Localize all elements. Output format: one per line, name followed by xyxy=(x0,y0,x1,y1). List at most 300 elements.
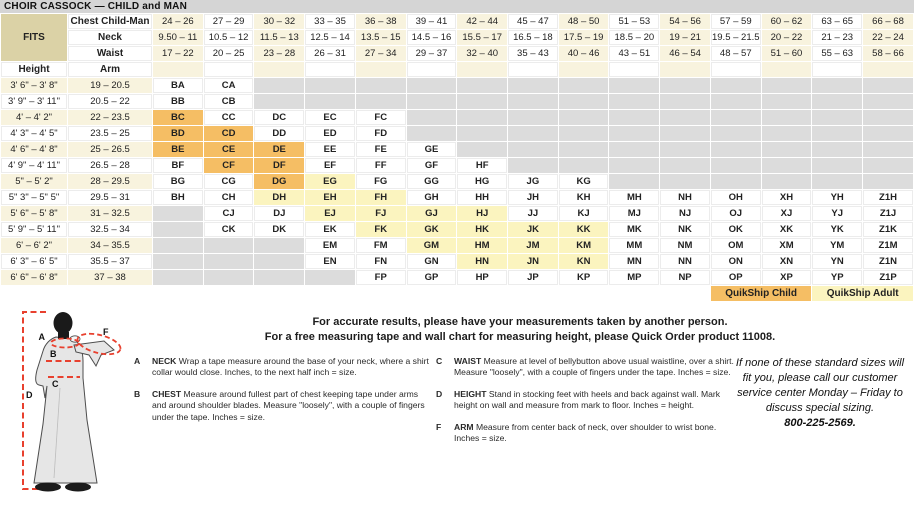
size-cell-empty xyxy=(812,94,862,109)
instruction-item xyxy=(134,356,434,379)
instruction-term: NECK xyxy=(152,356,179,366)
fit-range-cell: 54 – 56 xyxy=(660,14,710,29)
instructions-column-1 xyxy=(134,356,434,433)
spacer-cell xyxy=(660,62,710,77)
size-cell-empty xyxy=(508,110,558,125)
fit-range-cell: 27 – 29 xyxy=(204,14,254,29)
special-sizing-text: If none of these standard sizes will fit you, please call our customer service center Monday – Friday to discuss special sizing. xyxy=(735,357,905,414)
size-cell: DK xyxy=(254,222,304,237)
fit-range-cell: 20 – 25 xyxy=(204,46,254,61)
instruction-term: ARM xyxy=(454,421,476,432)
size-cell-empty xyxy=(407,94,457,109)
size-cell: MN xyxy=(609,254,659,269)
size-cell-empty xyxy=(863,158,913,173)
spacer-cell xyxy=(356,286,406,301)
fit-range-cell: 17.5 – 19 xyxy=(559,30,609,45)
size-cell-empty xyxy=(762,126,812,141)
fit-range-cell: 48 – 50 xyxy=(559,14,609,29)
size-cell: CE xyxy=(204,142,254,157)
size-cell: CH xyxy=(204,190,254,205)
fit-range-cell: 29 – 37 xyxy=(407,46,457,61)
size-cell: Z1H xyxy=(863,190,913,205)
height-range: 6' 3" – 6' 5" xyxy=(1,254,67,269)
fit-range-cell: 43 – 51 xyxy=(609,46,659,61)
size-cell: XJ xyxy=(762,206,812,221)
size-cell-empty xyxy=(863,126,913,141)
fits-label: FITS xyxy=(1,14,67,61)
spacer-cell xyxy=(508,62,558,77)
size-cell-empty xyxy=(204,270,254,285)
size-cell-empty xyxy=(711,126,761,141)
size-cell-empty xyxy=(204,238,254,253)
arm-range: 20.5 – 22 xyxy=(68,94,152,109)
fit-range-cell: 17 – 22 xyxy=(153,46,203,61)
figure-label-neck: A xyxy=(38,332,45,342)
size-cell: CC xyxy=(204,110,254,125)
size-cell: GM xyxy=(407,238,457,253)
instruction-letter: D xyxy=(436,388,443,399)
size-cell: BA xyxy=(153,78,203,93)
size-cell: HK xyxy=(457,222,507,237)
size-cell-empty xyxy=(711,174,761,189)
size-cell: DG xyxy=(254,174,304,189)
size-cell-empty xyxy=(254,238,304,253)
size-cell: HN xyxy=(457,254,507,269)
special-sizing-note xyxy=(732,356,908,431)
size-cell: KJ xyxy=(559,206,609,221)
spacer-cell xyxy=(356,62,406,77)
size-cell: FM xyxy=(356,238,406,253)
spacer-cell xyxy=(407,286,457,301)
size-cell-empty xyxy=(660,142,710,157)
size-cell-empty xyxy=(863,110,913,125)
size-cell-empty xyxy=(559,78,609,93)
size-cell: GG xyxy=(407,174,457,189)
fit-range-cell: 27 – 34 xyxy=(356,46,406,61)
fit-range-cell: 45 – 47 xyxy=(508,14,558,29)
size-cell-empty xyxy=(660,174,710,189)
fit-range-cell: 11.5 – 13 xyxy=(254,30,304,45)
size-cell: KP xyxy=(559,270,609,285)
fit-range-cell: 35 – 43 xyxy=(508,46,558,61)
figure-label-chest: B xyxy=(50,349,57,359)
size-cell-empty xyxy=(660,94,710,109)
size-cell-empty xyxy=(762,142,812,157)
size-cell: DD xyxy=(254,126,304,141)
size-cell-empty xyxy=(407,110,457,125)
size-cell: EC xyxy=(305,110,355,125)
fit-range-cell: 51 – 53 xyxy=(609,14,659,29)
size-cell: FP xyxy=(356,270,406,285)
size-cell: KG xyxy=(559,174,609,189)
customer-service-phone: 800-225-2569. xyxy=(784,417,856,429)
arm-range: 25 – 26.5 xyxy=(68,142,152,157)
height-range: 5" 3" – 5" 5" xyxy=(1,190,67,205)
size-cell: GH xyxy=(407,190,457,205)
height-range: 3' 9" – 3' 11" xyxy=(1,94,67,109)
size-cell: EG xyxy=(305,174,355,189)
size-cell: BG xyxy=(153,174,203,189)
instruction-text: ARM Measure from center back of neck, over shoulder to wrist bone. Inches = size. xyxy=(454,421,717,444)
spacer-cell xyxy=(559,286,609,301)
size-cell-empty xyxy=(254,254,304,269)
spacer-cell xyxy=(305,286,355,301)
spacer-cell xyxy=(711,62,761,77)
fit-range-cell: 19.5 – 21.5 xyxy=(711,32,760,43)
size-cell-empty xyxy=(711,78,761,93)
size-cell: JG xyxy=(508,174,558,189)
fit-range-cell: 36 – 38 xyxy=(356,14,406,29)
size-cell: KN xyxy=(559,254,609,269)
arm-range: 22 – 23.5 xyxy=(68,110,152,125)
size-cell-empty xyxy=(508,142,558,157)
arm-range: 19 – 20.5 xyxy=(68,78,152,93)
arm-range: 23.5 – 25 xyxy=(68,126,152,141)
fit-range-cell: 24 – 26 xyxy=(153,14,203,29)
spacer-cell xyxy=(407,62,457,77)
size-cell: OH xyxy=(711,190,761,205)
size-cell-empty xyxy=(863,174,913,189)
fit-range-cell: 33 – 35 xyxy=(305,14,355,29)
measurement-notes xyxy=(140,315,900,345)
size-cell-empty xyxy=(762,174,812,189)
size-cell-empty xyxy=(609,78,659,93)
height-column-label: Height xyxy=(1,62,67,77)
fit-range-cell: 26 – 31 xyxy=(305,46,355,61)
size-cell: NJ xyxy=(660,206,710,221)
size-cell: NM xyxy=(660,238,710,253)
size-cell-empty xyxy=(559,110,609,125)
size-cell: MM xyxy=(609,238,659,253)
size-cell: FG xyxy=(356,174,406,189)
fit-range-cell: 23 – 28 xyxy=(254,46,304,61)
size-cell-empty xyxy=(711,158,761,173)
size-cell: HG xyxy=(457,174,507,189)
instruction-item xyxy=(436,422,736,445)
size-cell-empty xyxy=(305,78,355,93)
height-range: 5' 6" – 5' 8" xyxy=(1,206,67,221)
figure-label-waist: C xyxy=(52,379,59,389)
arm-range: 28 – 29.5 xyxy=(68,174,152,189)
size-cell-empty xyxy=(508,78,558,93)
size-cell-empty xyxy=(204,254,254,269)
size-cell-empty xyxy=(508,158,558,173)
size-cell-empty xyxy=(812,126,862,141)
size-cell-empty xyxy=(609,126,659,141)
size-cell: EK xyxy=(305,222,355,237)
size-cell-empty xyxy=(711,94,761,109)
spacer-cell xyxy=(305,62,355,77)
instruction-text: CHEST Measure around fullest part of chest keeping tape under arms and around shoulder blades. Measure "loosely", with a couple of fingers under the tape. Inches = size. xyxy=(152,388,425,422)
height-range: 4' – 4' 2" xyxy=(1,110,67,125)
size-cell: DC xyxy=(254,110,304,125)
size-cell-empty xyxy=(508,126,558,141)
size-cell-empty xyxy=(609,158,659,173)
size-cell-empty xyxy=(660,126,710,141)
size-cell: KH xyxy=(559,190,609,205)
right-shoe xyxy=(65,483,91,492)
instruction-letter: A xyxy=(134,356,141,366)
size-cell-empty xyxy=(863,142,913,157)
size-cell-empty xyxy=(356,78,406,93)
size-cell-empty xyxy=(812,158,862,173)
size-cell: Z1P xyxy=(863,270,913,285)
instruction-item xyxy=(134,389,434,423)
size-cell: Z1M xyxy=(863,238,913,253)
size-cell: FH xyxy=(356,190,406,205)
size-cell: OM xyxy=(711,238,761,253)
size-cell: HF xyxy=(457,158,507,173)
height-range: 3' 6" – 3' 8" xyxy=(1,78,67,93)
arm-column-label: Arm xyxy=(68,62,152,77)
size-cell: NN xyxy=(660,254,710,269)
size-cell: HM xyxy=(457,238,507,253)
size-cell-empty xyxy=(660,110,710,125)
size-cell-empty xyxy=(153,206,203,221)
figure-label-arm: F xyxy=(103,327,109,337)
arm-range: 34 – 35.5 xyxy=(68,238,152,253)
instruction-text: HEIGHT Stand in stocking feet with heels and back against wall. Mark height on wall and measure from mark to floor. Inches = height. xyxy=(454,388,721,411)
size-cell: EF xyxy=(305,158,355,173)
fit-range-cell: 58 – 66 xyxy=(863,46,913,61)
fit-range-cell: 51 – 60 xyxy=(762,46,812,61)
size-cell: BB xyxy=(153,94,203,109)
size-cell-empty xyxy=(660,78,710,93)
spacer-cell xyxy=(762,62,812,77)
arm-range: 35.5 – 37 xyxy=(68,254,152,269)
size-cell-empty xyxy=(711,110,761,125)
size-cell: CJ xyxy=(204,206,254,221)
size-cell: KM xyxy=(559,238,609,253)
size-cell: JP xyxy=(508,270,558,285)
size-cell: Z1N xyxy=(863,254,913,269)
size-cell-empty xyxy=(762,78,812,93)
size-cell: DJ xyxy=(254,206,304,221)
spacer-cell xyxy=(153,62,203,77)
size-cell: CD xyxy=(204,126,254,141)
size-cell-empty xyxy=(863,78,913,93)
size-cell: XK xyxy=(762,222,812,237)
size-cell: GN xyxy=(407,254,457,269)
size-cell: FD xyxy=(356,126,406,141)
size-cell-empty xyxy=(254,78,304,93)
size-cell: BD xyxy=(153,126,203,141)
size-cell-empty xyxy=(559,158,609,173)
spacer-cell xyxy=(609,286,659,301)
size-cell: EH xyxy=(305,190,355,205)
size-cell: CF xyxy=(204,158,254,173)
fit-range-cell: 19 – 21 xyxy=(660,30,710,45)
size-cell-empty xyxy=(153,222,203,237)
size-cell: YJ xyxy=(812,206,862,221)
arm-range: 32.5 – 34 xyxy=(68,222,152,237)
size-cell: ON xyxy=(711,254,761,269)
fit-range-cell: 13.5 – 15 xyxy=(356,30,406,45)
size-cell: FF xyxy=(356,158,406,173)
size-cell-empty xyxy=(711,142,761,157)
size-cell: GK xyxy=(407,222,457,237)
size-cell-empty xyxy=(457,126,507,141)
size-cell: MP xyxy=(609,270,659,285)
size-cell: HP xyxy=(457,270,507,285)
size-chart-table xyxy=(0,13,914,302)
size-cell: CB xyxy=(204,94,254,109)
height-range: 4' 6" – 4' 8" xyxy=(1,142,67,157)
size-cell: HH xyxy=(457,190,507,205)
size-cell-empty xyxy=(559,94,609,109)
page-title: CHOIR CASSOCK — CHILD and MAN xyxy=(0,0,914,13)
size-cell: BC xyxy=(153,110,203,125)
size-cell: DH xyxy=(254,190,304,205)
quikship-adult-legend: QuikShip Adult xyxy=(812,286,913,301)
size-cell-empty xyxy=(609,94,659,109)
size-cell: GJ xyxy=(407,206,457,221)
size-cell-empty xyxy=(609,174,659,189)
size-cell: FC xyxy=(356,110,406,125)
size-cell: EM xyxy=(305,238,355,253)
size-cell: JH xyxy=(508,190,558,205)
size-cell-empty xyxy=(305,94,355,109)
size-cell-empty xyxy=(254,270,304,285)
spacer-cell xyxy=(204,286,254,301)
size-cell-empty xyxy=(305,270,355,285)
spacer-cell xyxy=(559,62,609,77)
arm-range: 29.5 – 31 xyxy=(68,190,152,205)
size-cell: FJ xyxy=(356,206,406,221)
height-range: 6' 6" – 6' 8" xyxy=(1,270,67,285)
fit-range-cell: 18.5 – 20 xyxy=(609,30,659,45)
size-cell: MH xyxy=(609,190,659,205)
size-cell: OP xyxy=(711,270,761,285)
fit-range-cell: 20 – 22 xyxy=(762,30,812,45)
size-cell: XP xyxy=(762,270,812,285)
measurement-figure xyxy=(2,306,136,506)
size-cell: JM xyxy=(508,238,558,253)
size-cell: EE xyxy=(305,142,355,157)
spacer-cell xyxy=(609,62,659,77)
fit-range-cell: 63 – 65 xyxy=(812,14,862,29)
left-shoe xyxy=(35,483,61,492)
fit-range-cell: 14.5 – 16 xyxy=(407,30,457,45)
instruction-item xyxy=(436,389,736,412)
instructions-column-2 xyxy=(436,356,736,454)
fit-range-cell: 55 – 63 xyxy=(812,46,862,61)
size-cell-empty xyxy=(153,270,203,285)
size-cell-empty xyxy=(356,94,406,109)
size-cell-empty xyxy=(457,94,507,109)
height-range: 4' 3" – 4' 5" xyxy=(1,126,67,141)
instruction-letter: C xyxy=(436,356,443,366)
size-cell: OJ xyxy=(711,206,761,221)
instruction-term: CHEST xyxy=(152,388,184,399)
fit-range-cell: 10.5 – 12 xyxy=(204,30,254,45)
size-cell: DF xyxy=(254,158,304,173)
fit-range-cell: 12.5 – 14 xyxy=(305,30,355,45)
size-cell: NH xyxy=(660,190,710,205)
size-cell-empty xyxy=(407,78,457,93)
fit-range-cell: 57 – 59 xyxy=(711,14,761,29)
spacer-cell xyxy=(508,286,558,301)
size-cell: MK xyxy=(609,222,659,237)
fit-range-cell: 60 – 62 xyxy=(762,14,812,29)
fit-range-cell: 15.5 – 17 xyxy=(457,30,507,45)
size-cell: CG xyxy=(204,174,254,189)
fit-range-cell: 48 – 57 xyxy=(711,46,761,61)
instruction-letter: F xyxy=(436,421,442,432)
arm-range: 31 – 32.5 xyxy=(68,206,152,221)
size-cell: JJ xyxy=(508,206,558,221)
size-cell-empty xyxy=(609,142,659,157)
size-cell-empty xyxy=(762,110,812,125)
size-cell: ED xyxy=(305,126,355,141)
size-cell-empty xyxy=(812,174,862,189)
size-cell: FN xyxy=(356,254,406,269)
size-cell: MJ xyxy=(609,206,659,221)
height-range: 5' 9" – 5' 11" xyxy=(1,222,67,237)
size-cell: NP xyxy=(660,270,710,285)
spacer-cell xyxy=(660,286,710,301)
size-cell: XM xyxy=(762,238,812,253)
size-cell: Z1K xyxy=(863,222,913,237)
cassock-body xyxy=(34,337,97,483)
spacer-cell xyxy=(457,286,507,301)
size-cell: YK xyxy=(812,222,862,237)
size-cell: DE xyxy=(254,142,304,157)
instruction-text: NECK Wrap a tape measure around the base of your neck, where a shirt collar would close. Inches, to the next half inch = size. xyxy=(152,356,429,378)
spacer-cell xyxy=(457,62,507,77)
fit-range-cell: 66 – 68 xyxy=(863,14,913,29)
size-cell: XN xyxy=(762,254,812,269)
size-cell-empty xyxy=(559,142,609,157)
arm-range: 37 – 38 xyxy=(68,270,152,285)
size-cell-empty xyxy=(812,142,862,157)
fit-range-cell: 40 – 46 xyxy=(559,46,609,61)
size-cell: Z1J xyxy=(863,206,913,221)
fit-row-label: Chest Child-Man xyxy=(68,14,152,29)
size-cell: KK xyxy=(559,222,609,237)
height-range: 4' 9" – 4' 11" xyxy=(1,158,67,173)
size-cell: FE xyxy=(356,142,406,157)
height-range: 5" – 5' 2" xyxy=(1,174,67,189)
fit-range-cell: 32 – 40 xyxy=(457,46,507,61)
fit-range-cell: 21 – 23 xyxy=(812,30,862,45)
size-cell-empty xyxy=(457,78,507,93)
fit-range-cell: 22 – 24 xyxy=(863,30,913,45)
size-cell: YM xyxy=(812,238,862,253)
size-cell-empty xyxy=(559,126,609,141)
size-cell: FK xyxy=(356,222,406,237)
instruction-term: HEIGHT xyxy=(454,388,489,399)
size-cell-empty xyxy=(407,126,457,141)
fit-range-cell: 16.5 – 18 xyxy=(508,30,558,45)
fit-row-label: Neck xyxy=(68,30,152,45)
size-cell-empty xyxy=(457,110,507,125)
spacer-cell xyxy=(254,286,304,301)
size-cell-empty xyxy=(762,94,812,109)
size-cell: YP xyxy=(812,270,862,285)
size-cell-empty xyxy=(863,94,913,109)
spacer-cell xyxy=(153,286,203,301)
size-cell-empty xyxy=(153,238,203,253)
spacer-cell xyxy=(1,286,152,301)
size-cell: OK xyxy=(711,222,761,237)
size-cell: EJ xyxy=(305,206,355,221)
size-cell-empty xyxy=(508,94,558,109)
size-cell-empty xyxy=(457,142,507,157)
fit-range-cell: 46 – 54 xyxy=(660,46,710,61)
size-cell: CK xyxy=(204,222,254,237)
size-cell-empty xyxy=(812,110,862,125)
